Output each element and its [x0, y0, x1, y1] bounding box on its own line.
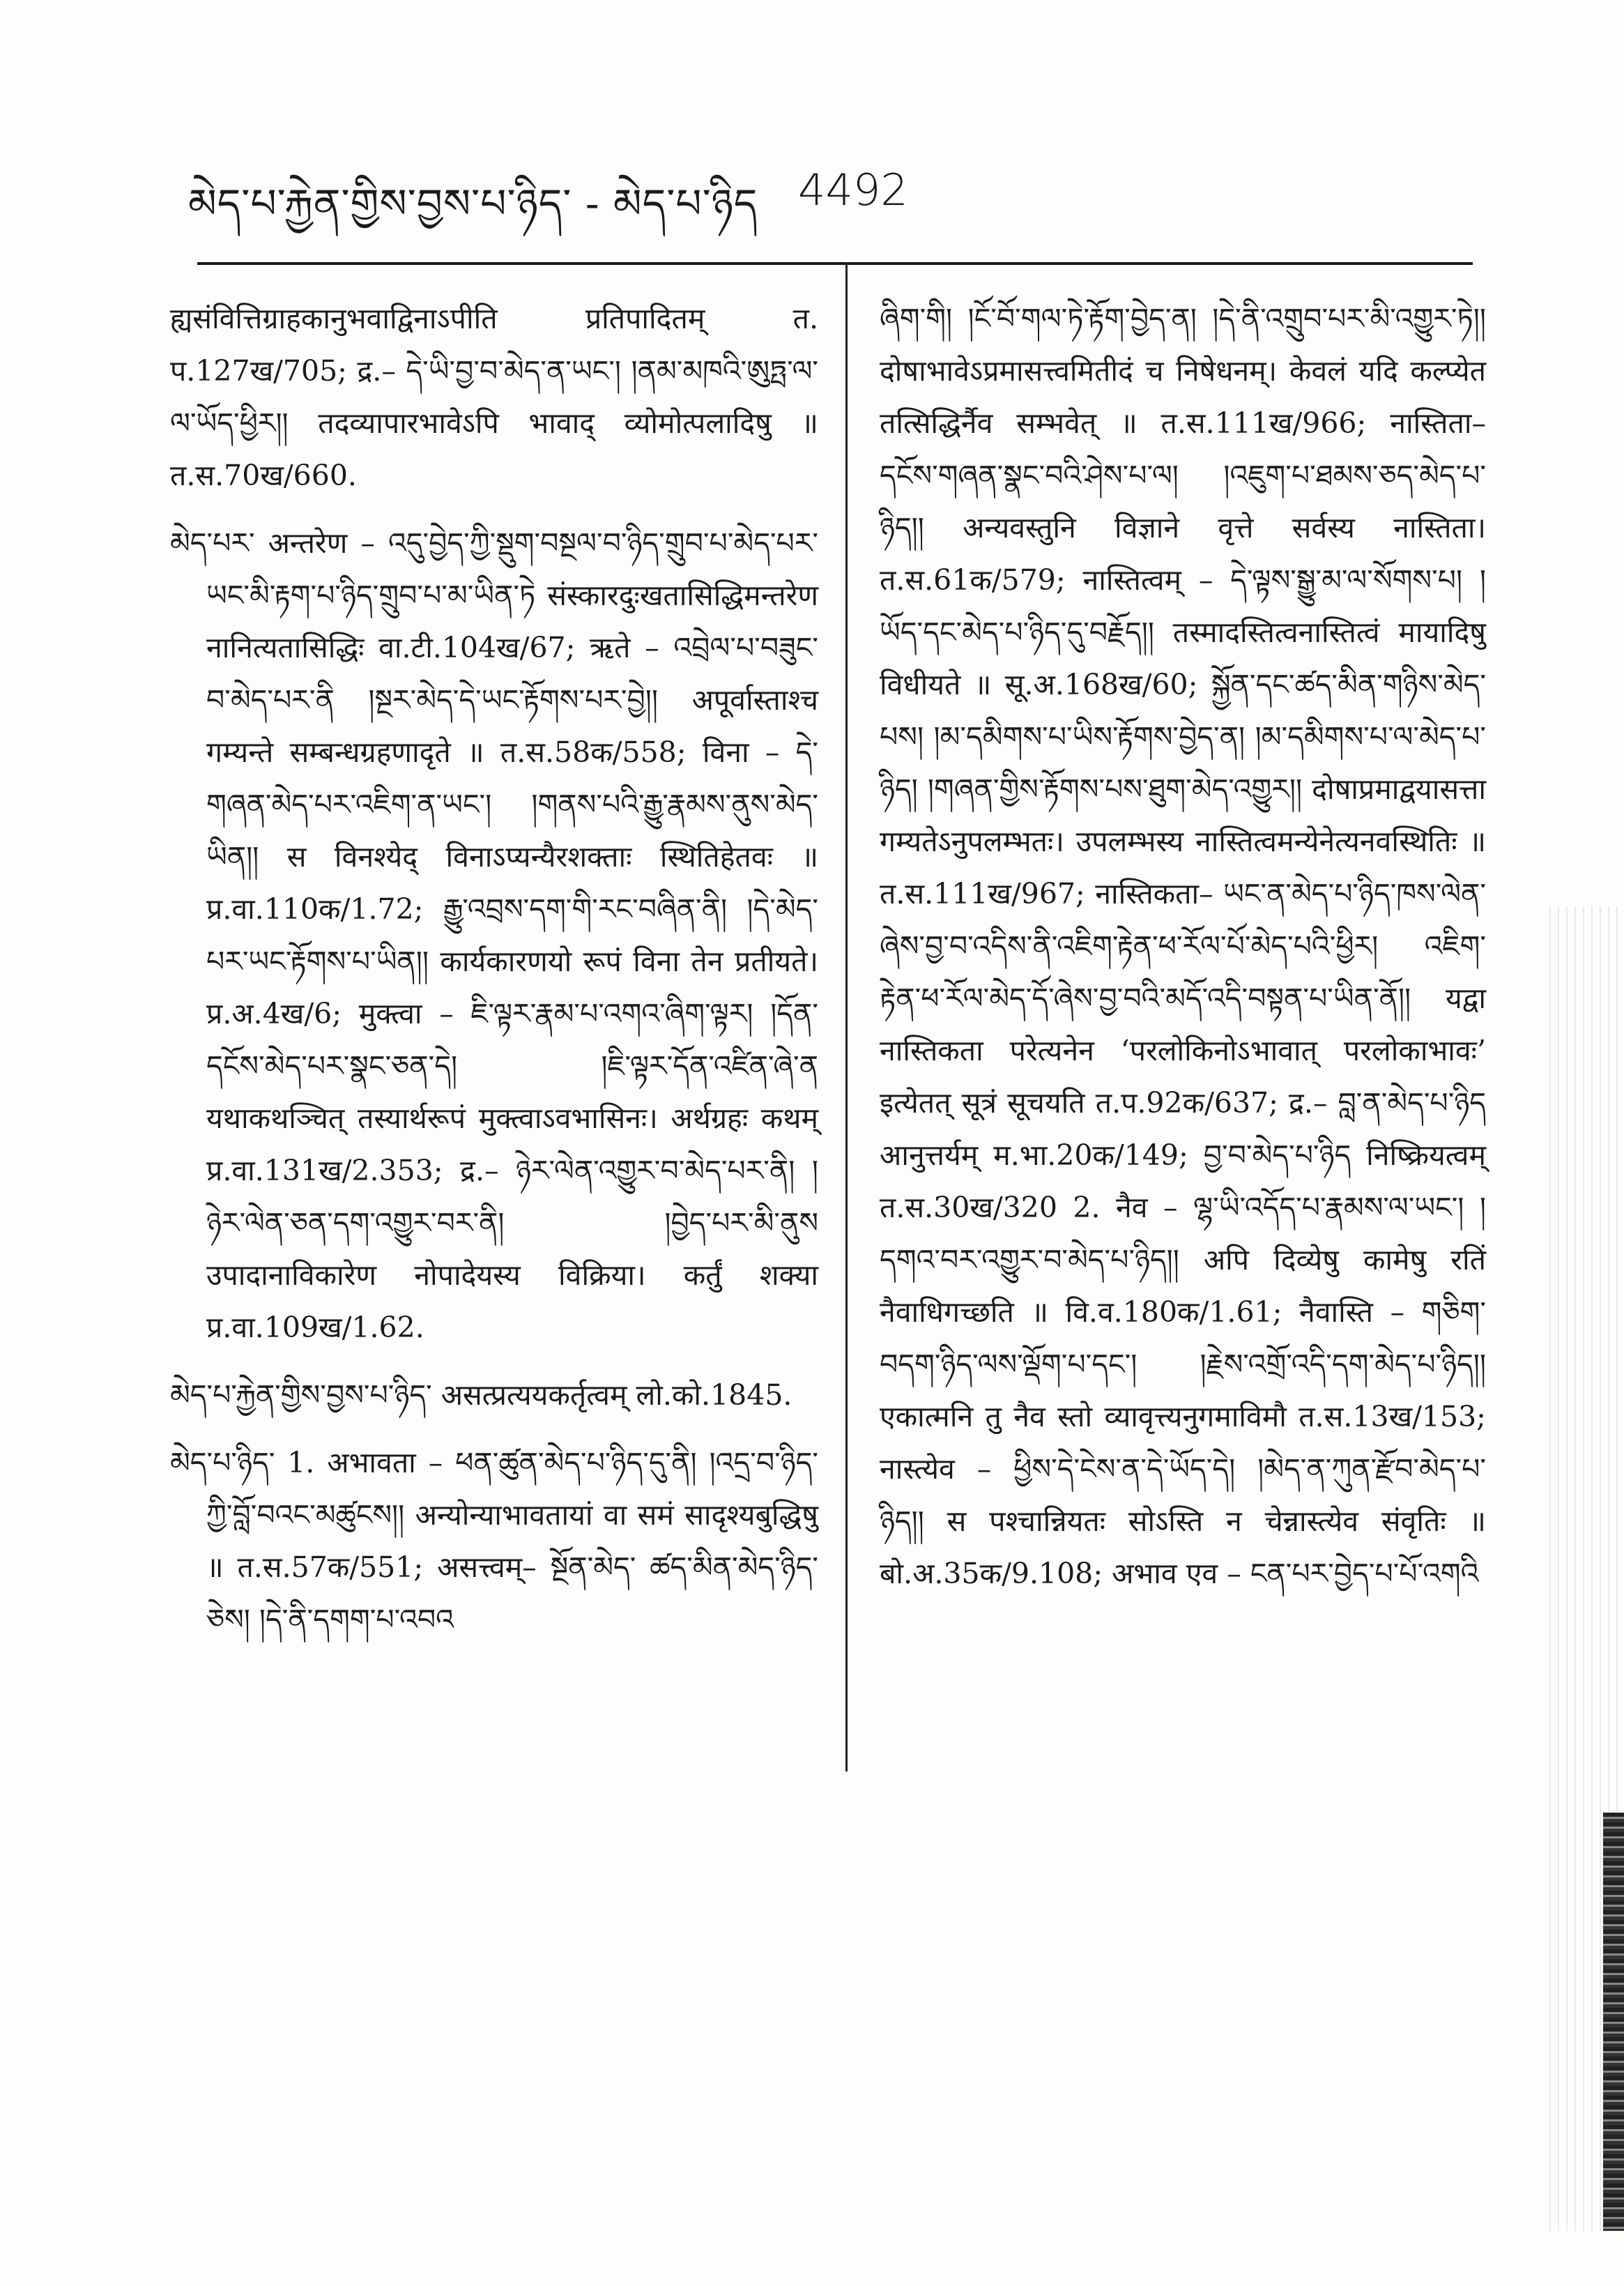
right-column — [880, 293, 1486, 1615]
page-number: 4492 — [798, 165, 908, 215]
left-para-continuation: ह्यसंवित्तिग्राहकानुभवाद्विनाऽपीति प्रतिपादितम् त. प.127ख/705; द्र.– དེ་ཡི་བྱ་བ་མེད་ན་ཡང་། །ནམ་མཁའི་ཨུཏྤ་ལ་ལ་ཡོད་ཕྱིར།། तदव्यापारभावेऽपि भावाद् व्योमोत्पलादिषु ॥ त.स.70ख/660. — [170, 302, 818, 492]
header-rule — [197, 262, 1473, 265]
right-para-continuation: ཞིག་གི། །ངོ་བོ་གལ་ཏེ་རྟོག་བྱེད་ན། །དེ་ནི་འགྲུབ་པར་མི་འགྱུར་ཏེ།། दोषाभावेऽप्रमासत्त्वमितीदं च निषेधनम्। केवलं यदि कल्प्येत तत्सिद्धिर्नैव सम्भवेत् ॥ त.स.111ख/966; नास्तिता– དངོས་གཞན་སྣང་བའི་ཤེས་པ་ལ། །འཇུག་པ་ཐམས་ཅད་མེད་པ་ཉིད།། अन्यवस्तुनि विज्ञाने वृत्ते सर्वस्य नास्तिता। त.स.61क/579; नास्तित्वम् – དེ་ལྟས་སྒྱུ་མ་ལ་སོགས་པ། །ཡོད་དང་མེད་པ་ཉིད་དུ་བརྗོད།། तस्मादस्तित्वनास्तित्वं मायादिषु विधीयते ॥ सू.अ.168ख/60; སྐྱོན་དང་ཚད་མིན་གཉིས་མེད་པས། །མ་དམིགས་པ་ཡིས་རྟོགས་བྱེད་ན། །མ་དམིགས་པ་ལ་མེད་པ་ཉིད། །གཞན་གྱིས་རྟོགས་པས་ཐུག་མེད་འགྱུར།། दोषाप्रमाद्वयासत्ता गम्यतेऽनुपलम्भतः। उपलम्भस्य नास्तित्वमन्येनेत्यनवस्थितिः ॥ त.स.111ख/967; नास्तिकता– ཡང་ན་མེད་པ་ཉིད་ཁས་ལེན་ཞེས་བྱ་བ་འདིས་ནི་འཇིག་རྟེན་ཕ་རོལ་པོ་མེད་པའི་ཕྱིར། འཇིག་རྟེན་ཕ་རོལ་མེད་དོ་ཞེས་བྱ་བའི་མདོ་འདི་བསྟན་པ་ཡིན་ནོ།། यद्वा नास्तिकता परेत्यनेन ‘परलोकिनोऽभावात् परलोकाभावः’ इत्येतत् सूत्रं सूचयति त.प.92क/637; द्र.– བླ་ན་མེད་པ་ཉིད आनुत्तर्यम् म.भा.20क/149; བྱ་བ་མེད་པ་ཉིད निष्क्रियत्वम् त.स.30ख/320 2. नैव – ལྷ་ཡི་འདོད་པ་རྣམས་ལ་ཡང་། །དགའ་བར་འགྱུར་བ་མེད་པ་ཉིད།། अपि दिव्येषु कामेषु रतिं नैवाधिगच्छति ॥ वि.व.180क/1.61; नैवास्ति – གཅིག་བདག་ཉིད་ལས་ལྡོག་པ་དང་། །རྗེས་འགྲོ་འདི་དག་མེད་པ་ཉིད།། एकात्मनि तु नैव स्तो व्यावृत्त्यनुगमाविमौ त.स.13ख/153; नास्त्येव – ཕྱིས་དེ་ངེས་ན་དེ་ཡོད་དེ། །མེད་ན་ཀུན་རྫོབ་མེད་པ་ཉིད།། स पश्चान्नियतः सोऽस्ति न चेन्नास्त्येव संवृतिः ॥ बो.अ.35क/9.108; अभाव एव – ངན་པར་བྱེད་པ་པོ་འགའི — [880, 302, 1486, 1590]
scan-edge-artifact — [1547, 906, 1624, 2231]
entry-med-pa-rkyen: མེད་པ་རྐྱེན་གྱིས་བྱས་པ་ཉིད་ असत्प्रत्ययकर्तृत्वम् लो.को.1845. — [170, 1378, 792, 1412]
entry-med-pa-nyid: མེད་པ་ཉིད་ 1. अभावता – ཕན་ཚུན་མེད་པ་ཉིད་དུ་ནི། །འདྲ་བ་ཉིད་ཀྱི་བློ་བའང་མཚུངས།། अन्योन्याभावतायां वा समं सादृश्यबुद्धिषु ॥ त.स.57क/551; असत्त्वम्– སྔོན་མེད་ ཚད་མིན་མེད་ཉིད་ཅེས། །དེ་ནི་དགག་པ་འབའ — [170, 1446, 818, 1636]
column-divider — [845, 262, 848, 1771]
entry-med-par: མེད་པར་ अन्तरेण – འདུ་བྱེད་ཀྱི་སྡུག་བསྔལ་བ་ཉིད་གྲུབ་པ་མེད་པར་ཡང་མི་རྟག་པ་ཉིད་གྲུབ་པ་མ་ཡིན་ཏེ संस्कारदुःखतासिद्धिमन्तरेण नानित्यतासिद्धिः वा.टी.104ख/67; ऋते – འབྲེལ་པ་བཟུང་བ་མེད་པར་ནི །སྔར་མེད་དེ་ཡང་རྟོགས་པར་བྱེ།། अपूर्वास्ताश्च गम्यन्ते सम्बन्धग्रहणादृते ॥ त.स.58क/558; विना – དེ་གཞན་མེད་པར་འཇིག་ན་ཡང་། །གནས་པའི་རྒྱུ་རྣམས་ནུས་མེད་ཡིན།། स विनश्येद् विनाऽप्यन्यैरशक्ताः स्थितिहेतवः ॥ प्र.वा.110क/1.72; རྒྱུ་འབྲས་དག་གི་རང་བཞིན་ནི། །དེ་མེད་པར་ཡང་རྟོགས་པ་ཡིན།། कार्यकारणयो रूपं विना तेन प्रतीयते। प्र.अ.4ख/6; मुक्त्वा – ཇི་ལྟར་རྣམ་པ་འགའ་ཞིག་ལྟར། །དོན་དངོས་མེད་པར་སྣང་ཅན་དེ། །ཇི་ལྟར་དོན་འཛིན་ཞེ་ན यथाकथञ्चित् तस्यार्थरूपं मुक्त्वाऽवभासिनः। अर्थग्रहः कथम् प्र.वा.131ख/2.353; द्र.– ཉེར་ལེན་འགྱུར་བ་མེད་པར་ནི། །ཉེར་ལེན་ཅན་དག་འགྱུར་བར་ནི། །བྱེད་པར་མི་ནུས उपादानाविकारेण नोपादेयस्य विक्रिया। कर्तुं शक्या प्र.वा.109ख/1.62. — [170, 526, 818, 1344]
running-head: མེད་པ་རྐྱེན་གྱིས་བྱས་པ་ཉིད་ - མེད་པ་ཉིད — [188, 180, 758, 227]
left-column — [170, 293, 818, 1661]
